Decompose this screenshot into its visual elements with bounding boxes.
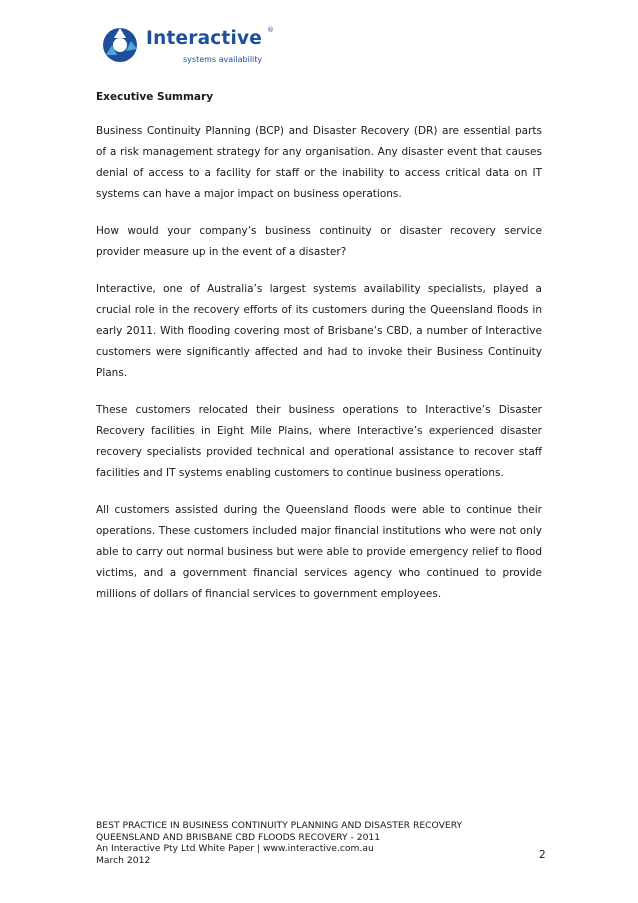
paragraph-5: All customers assisted during the Queensland floods were able to continue their operations. These customers included major financial institutions who were not only able to carry out normal business but were able to provide emergency relief to flood victims, and a government financial services agency who continued to provide millions of dollars of financial services to government employees. — [96, 504, 542, 600]
document-body — [96, 91, 542, 621]
interactive-logo-icon — [100, 25, 140, 65]
logo-tagline: systems availability — [183, 55, 263, 64]
paragraph-3: Interactive, one of Australia’s largest systems availability specialists, played a crucial role in the recovery efforts of its customers during the Queensland floods in early 2011. With flooding covering most of Brisbane’s CBD, a number of Interactive customers were significantly affected and had to invoke their Business Continuity Plans. — [96, 283, 542, 379]
logo-wordmark: Interactive — [146, 28, 263, 49]
section-heading: Executive Summary — [96, 91, 214, 103]
footer-publisher: An Interactive Pty Ltd White Paper | www.interactive.com.au — [96, 843, 374, 854]
company-logo — [100, 22, 280, 68]
footer-title: BEST PRACTICE IN BUSINESS CONTINUITY PLANNING AND DISASTER RECOVERY — [96, 820, 463, 831]
paragraph-4: These customers relocated their business operations to Interactive’s Disaster Recovery facilities in Eight Mile Plains, where Interactive’s experienced disaster recovery specialists provided technical and operational assistance to recover staff facilities and IT systems enabling customers to continue business operations. — [96, 404, 542, 479]
registered-mark: ® — [267, 26, 274, 34]
footer-subtitle: QUEENSLAND AND BRISBANE CBD FLOODS RECOVERY - 2011 — [96, 831, 381, 843]
footer-date: March 2012 — [96, 854, 151, 866]
paragraph-2: How would your company’s business continuity or disaster recovery service provider measure up in the event of a disaster? — [96, 225, 542, 258]
paragraph-1: Business Continuity Planning (BCP) and Disaster Recovery (DR) are essential parts of a risk management strategy for any organisation. Any disaster event that causes denial of access to a facility for staff or the inability to access critical data on IT systems can have a major impact on business operations. — [96, 125, 542, 200]
page-number: 2 — [539, 849, 546, 861]
page-footer — [96, 820, 546, 866]
